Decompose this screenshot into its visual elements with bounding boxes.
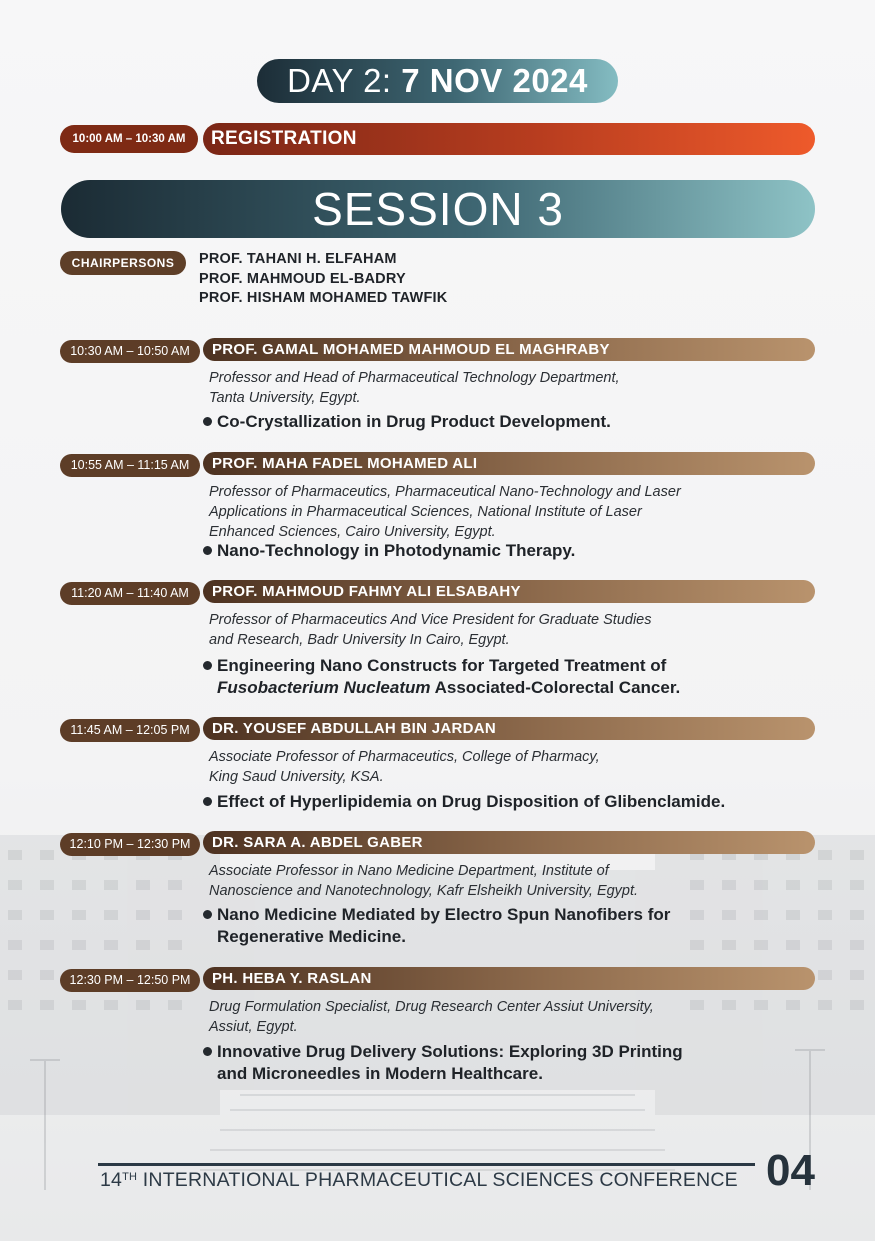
chairpersons-list bbox=[199, 250, 447, 309]
conference-ordinal: 14 bbox=[100, 1169, 123, 1191]
chairpersons-label: CHAIRPERSONS bbox=[60, 251, 186, 275]
talk-title bbox=[203, 411, 827, 433]
bullet-icon bbox=[203, 910, 212, 919]
speaker-name: PROF. GAMAL MOHAMED MAHMOUD EL MAGHRABY bbox=[203, 338, 815, 361]
talk-title-text bbox=[217, 904, 827, 948]
day-label: DAY 2: bbox=[287, 62, 392, 99]
talk-title bbox=[203, 904, 827, 948]
session-title: SESSION 3 bbox=[61, 180, 815, 238]
talk-time: 10:55 AM – 11:15 AM bbox=[60, 454, 200, 477]
chairperson-name: PROF. MAHMOUD EL-BADRY bbox=[199, 270, 406, 287]
chairperson-name: PROF. TAHANI H. ELFAHAM bbox=[199, 251, 397, 267]
affiliation-line: Associate Professor in Nano Medicine Department, Institute of bbox=[209, 863, 609, 879]
footer-divider bbox=[98, 1163, 755, 1166]
talk-title bbox=[203, 791, 847, 813]
talk-title-text: Effect of Hyperlipidemia on Drug Disposition of Glibenclamide. bbox=[217, 792, 726, 811]
bullet-icon bbox=[203, 417, 212, 426]
day-header bbox=[257, 59, 618, 103]
talk-title-line: and Microneedles in Modern Healthcare. bbox=[217, 1064, 543, 1083]
speaker-name: PROF. MAHMOUD FAHMY ALI ELSABAHY bbox=[203, 580, 815, 603]
speaker-name: PROF. MAHA FADEL MOHAMED ALI bbox=[203, 452, 815, 475]
bullet-icon bbox=[203, 797, 212, 806]
bullet-icon bbox=[203, 546, 212, 555]
affiliation-line: Enhanced Sciences, Cairo University, Egypt. bbox=[209, 524, 496, 540]
speaker-affiliation bbox=[209, 610, 839, 650]
page-number: 04 bbox=[766, 1146, 815, 1195]
talk-time: 11:20 AM – 11:40 AM bbox=[60, 582, 200, 605]
talk-title-line: Nano Medicine Mediated by Electro Spun Nanofibers for bbox=[217, 905, 671, 924]
affiliation-line: Assiut, Egypt. bbox=[209, 1019, 298, 1035]
speaker-affiliation bbox=[209, 997, 839, 1037]
speaker-name: DR. YOUSEF ABDULLAH BIN JARDAN bbox=[203, 717, 815, 740]
organism-name: Fusobacterium Nucleatum bbox=[217, 678, 431, 697]
talk-title-line: Regenerative Medicine. bbox=[217, 927, 406, 946]
bullet-icon bbox=[203, 1047, 212, 1056]
talk-time: 12:30 PM – 12:50 PM bbox=[60, 969, 200, 992]
affiliation-line: Associate Professor of Pharmaceutics, College of Pharmacy, bbox=[209, 749, 600, 765]
talk-title-text bbox=[217, 1041, 827, 1085]
ordinal-suffix: TH bbox=[122, 1171, 138, 1183]
talk-time: 12:10 PM – 12:30 PM bbox=[60, 833, 200, 856]
conference-title: INTERNATIONAL PHARMACEUTICAL SCIENCES CONFERENCE bbox=[142, 1169, 738, 1191]
affiliation-line: Tanta University, Egypt. bbox=[209, 390, 361, 406]
registration-time: 10:00 AM – 10:30 AM bbox=[60, 125, 198, 153]
speaker-affiliation bbox=[209, 368, 839, 408]
speaker-name: DR. SARA A. ABDEL GABER bbox=[203, 831, 815, 854]
talk-time: 10:30 AM – 10:50 AM bbox=[60, 340, 200, 363]
affiliation-line: King Saud University, KSA. bbox=[209, 769, 384, 785]
registration-bar: REGISTRATION bbox=[203, 123, 815, 155]
speaker-affiliation bbox=[209, 482, 839, 542]
affiliation-line: Applications in Pharmaceutical Sciences, National Institute of Laser bbox=[209, 504, 642, 520]
bullet-icon bbox=[203, 661, 212, 670]
day-date: 7 NOV 2024 bbox=[401, 62, 588, 99]
talk-title bbox=[203, 655, 827, 699]
talk-time: 11:45 AM – 12:05 PM bbox=[60, 719, 200, 742]
talk-title-line: Associated-Colorectal Cancer. bbox=[430, 678, 681, 697]
talk-title-line: Innovative Drug Delivery Solutions: Exploring 3D Printing bbox=[217, 1042, 683, 1061]
talk-title-text bbox=[217, 655, 827, 699]
chairperson-name: PROF. HISHAM MOHAMED TAWFIK bbox=[199, 290, 448, 306]
talk-title bbox=[203, 540, 827, 562]
talk-title-text: Nano-Technology in Photodynamic Therapy. bbox=[217, 541, 576, 560]
conference-name bbox=[100, 1168, 738, 1192]
talk-title-text: Co-Crystallization in Drug Product Development. bbox=[217, 412, 611, 431]
speaker-affiliation bbox=[209, 861, 839, 901]
affiliation-line: and Research, Badr University In Cairo, Egypt. bbox=[209, 632, 510, 648]
affiliation-line: Nanoscience and Nanotechnology, Kafr Elsheikh University, Egypt. bbox=[209, 883, 639, 899]
affiliation-line: Professor and Head of Pharmaceutical Technology Department, bbox=[209, 370, 620, 386]
affiliation-line: Professor of Pharmaceutics, Pharmaceutical Nano-Technology and Laser bbox=[209, 484, 681, 500]
affiliation-line: Professor of Pharmaceutics And Vice President for Graduate Studies bbox=[209, 612, 652, 628]
talk-title-line: Engineering Nano Constructs for Targeted Treatment of bbox=[217, 656, 667, 675]
speaker-affiliation bbox=[209, 747, 839, 787]
affiliation-line: Drug Formulation Specialist, Drug Research Center Assiut University, bbox=[209, 999, 654, 1015]
talk-title bbox=[203, 1041, 827, 1085]
speaker-name: PH. HEBA Y. RASLAN bbox=[203, 967, 815, 990]
